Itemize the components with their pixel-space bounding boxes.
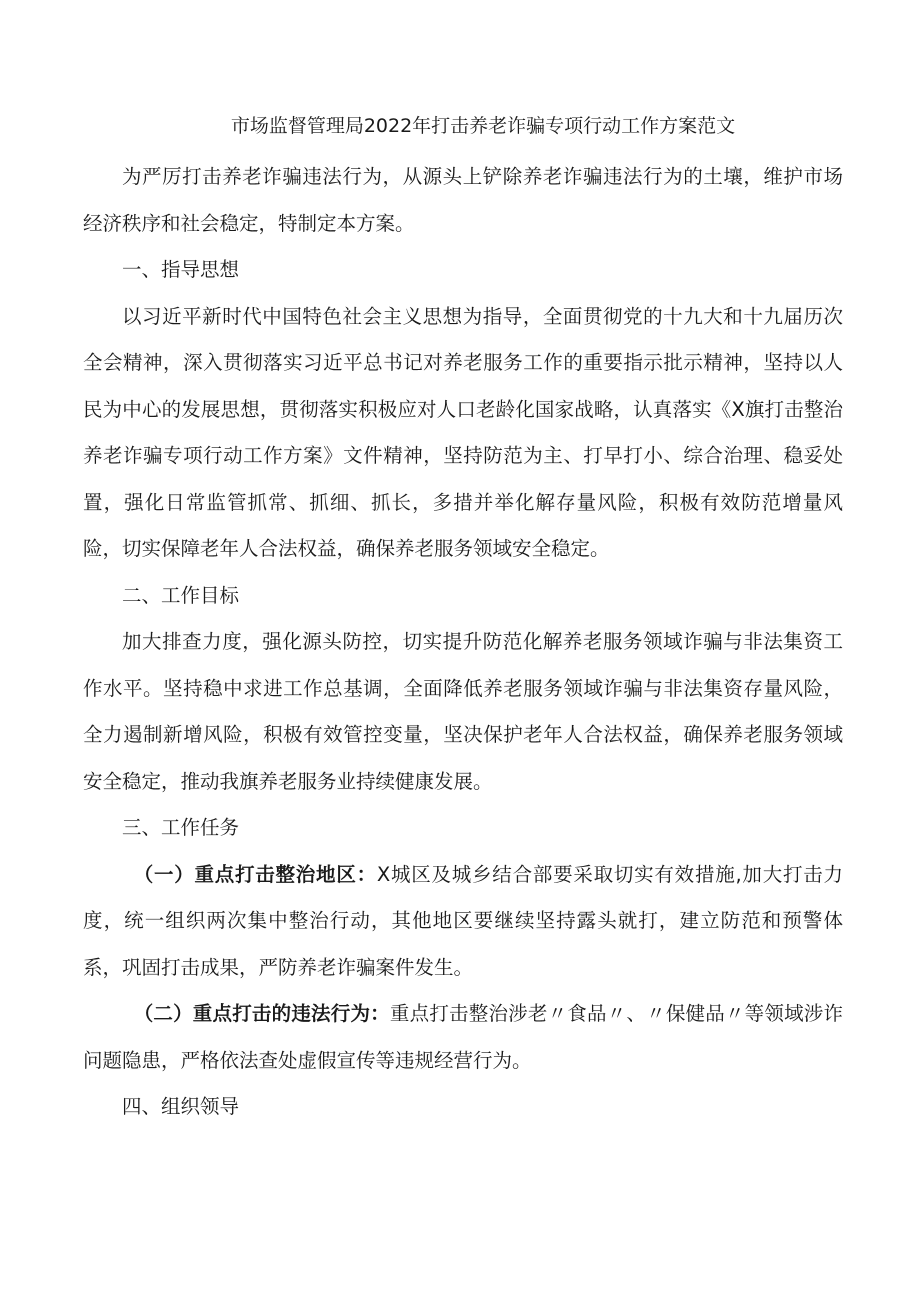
section-body-guiding-ideology: 以习近平新时代中国特色社会主义思想为指导，全面贯彻党的十九大和十九届历次全会精神，深入贯彻落实习近平总书记对养老服务工作的重要指示批示精神，坚持以人民为中心的发展思想，贯彻落实积极应对人口老龄化国家战略，认真落实《X旗打击整治养老诈骗专项行动工作方案》文件精神，坚持防范为主、打早打小、综合治理、稳妥处置，强化日常监管抓常、抓细、抓长，多措并举化解存量风险，积极有效防范增量风险，切实保障老年人合法权益，确保养老服务领域安全稳定。	[83, 304, 843, 560]
document-title: 市场监督管理局2022年打击养老诈骗专项行动工作方案范文	[230, 115, 736, 137]
task-item-key-violations-label: （二）重点打击的违法行为：	[133, 1002, 390, 1025]
task-item-key-areas	[83, 852, 843, 992]
task-item-key-areas-label: （一）重点打击整治地区：	[133, 862, 377, 886]
section-heading-guiding-ideology: 一、指导思想	[122, 258, 240, 281]
task-item-key-violations	[83, 991, 843, 1084]
document-page	[83, 108, 843, 1131]
section-body-work-goals: 加大排查力度，强化源头防控，切实提升防范化解养老服务领域诈骗与非法集资工作水平。坚持稳中求进工作总基调，全面降低养老服务领域诈骗与非法集资存量风险，全力遏制新增风险，积极有效管控变量，坚决保护老年人合法权益，确保养老服务领域安全稳定，推动我旗养老服务业持续健康发展。	[83, 630, 843, 793]
intro-paragraph: 为严厉打击养老诈骗违法行为，从源头上铲除养老诈骗违法行为的土壤，维护市场经济秩序和社会稳定，特制定本方案。	[83, 165, 843, 235]
section-heading-work-goals: 二、工作目标	[122, 583, 240, 607]
section-heading-organization-leadership: 四、组织领导	[122, 1095, 240, 1118]
task-item-key-violations-body: 重点打击整治涉老〃食品〃、〃保健品〃等领域涉诈问题隐患，严格依法查处虚假宣传等违规经营行为。	[83, 1002, 843, 1072]
task-item-key-areas-body: X城区及城乡结合部要采取切实有效措施,加大打击力度，统一组织两次集中整治行动，其他地区要继续坚持露头就打，建立防范和预警体系，巩固打击成果，严防养老诈骗案件发生。	[83, 862, 843, 979]
section-heading-work-tasks: 三、工作任务	[122, 816, 240, 839]
